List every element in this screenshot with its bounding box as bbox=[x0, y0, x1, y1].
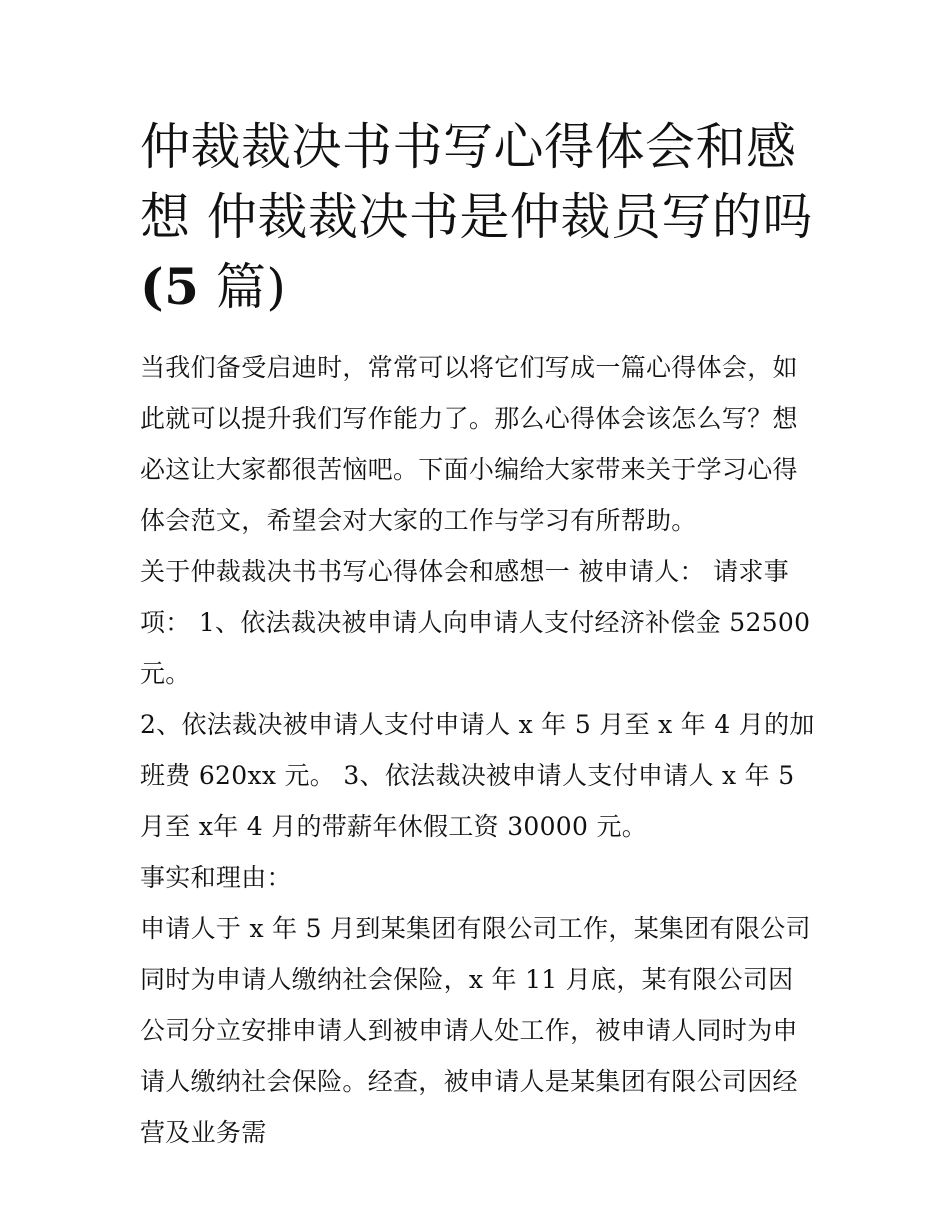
document-page bbox=[140, 112, 815, 1158]
document-body bbox=[140, 342, 815, 1158]
facts-paragraph: 申请人于 x 年 5 月到某集团有限公司工作，某集团有限公司同时为申请人缴纳社会保险，x 年 11 月底，某有限公司因公司分立安排申请人到被申请人处工作，被申请人同时为申请人缴纳社会保险。经查，被申请人是某集团有限公司因经营及业务需 bbox=[140, 914, 811, 1147]
intro-paragraph: 当我们备受启迪时，常常可以将它们写成一篇心得体会，如此就可以提升我们写作能力了。那么心得体会该怎么写？想必这让大家都很苦恼吧。下面小编给大家带来关于学习心得体会范文，希望会对大家的工作与学习有所帮助。 bbox=[140, 353, 798, 535]
title-line-1: 仲裁裁决书书写心得体会和感 bbox=[140, 118, 797, 176]
request-paragraph: 关于仲裁裁决书书写心得体会和感想一 被申请人： 请求事项： 1、依法裁决被申请人向申请人支付经济补偿金 52500元。 bbox=[140, 557, 811, 688]
facts-heading: 事实和理由： bbox=[140, 863, 292, 892]
document-title bbox=[140, 112, 815, 322]
title-count-number: (5 bbox=[140, 257, 200, 316]
request-items-paragraph: 2、依法裁决被申请人支付申请人 x 年 5 月至 x 年 4 月的加班费 620xx 元。 3、依法裁决被申请人支付申请人 x 年 5 月至 x年 4 月的带薪年休假工资 30000 元。 bbox=[140, 710, 815, 841]
title-count-suffix: 篇) bbox=[199, 258, 287, 316]
title-line-2: 想 仲裁裁决书是仲裁员写的吗 bbox=[140, 188, 813, 246]
